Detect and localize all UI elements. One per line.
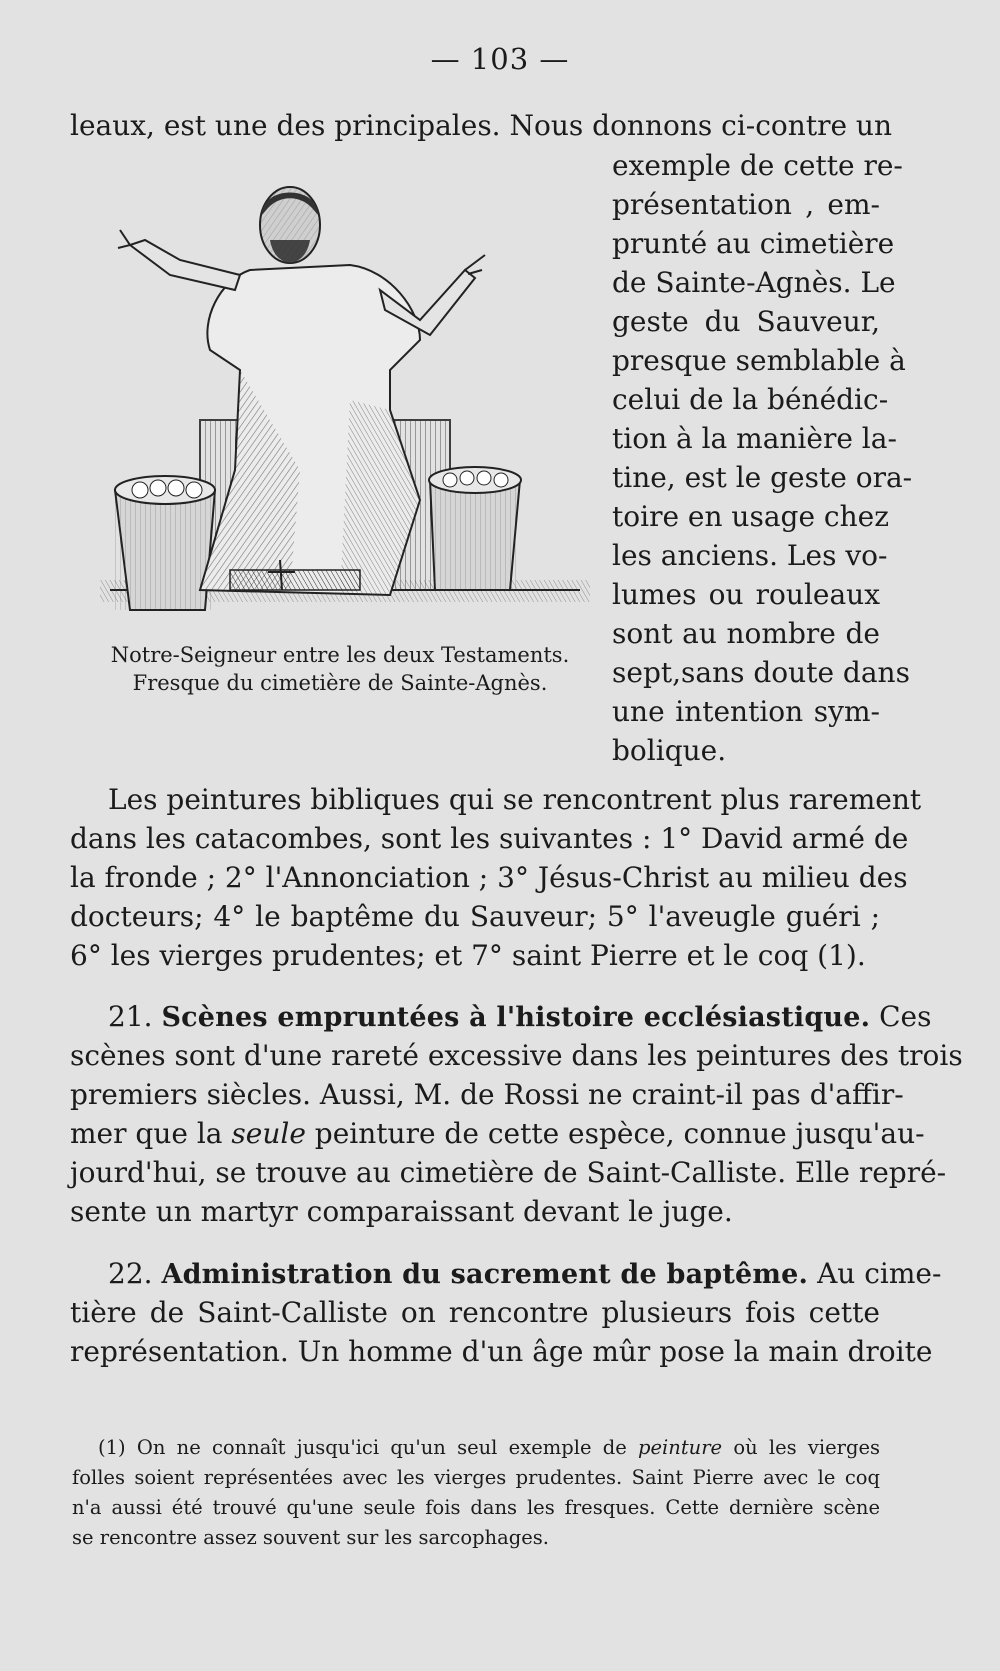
section-number: 21. [108,1000,153,1033]
figure-caption-title: Notre-Seigneur entre les deux Testaments. [110,643,570,667]
footnote-line: se rencontre assez souvent sur les sarcophages. [72,1526,549,1549]
footnote-line [98,1433,880,1463]
body-line: scènes sont d'une rareté excessive dans les peintures des trois [70,1039,963,1072]
body-line: prunté au cimetière [612,227,895,260]
section-heading: Administration du sacrement de baptême. [161,1259,809,1290]
emphasis-text: seule [231,1117,306,1150]
body-text: mer que la [70,1117,223,1150]
body-line: docteurs; 4° le baptême du Sauveur; 5° l'aveugle guéri ; [70,900,880,933]
footnote-text: (1) On ne connaît jusqu'ici qu'un seul exemple de [98,1436,627,1459]
body-line: sept,sans doute dans [612,656,910,689]
body-line: représentation. Un homme d'un âge mûr pose la main droite [70,1335,933,1368]
emphasis-text: peinture [638,1436,723,1459]
body-line [70,1116,925,1152]
footnote-text: où les vierges [733,1436,881,1459]
body-line: dans les catacombes, sont les suivantes : 1° David armé de [70,822,909,855]
body-line: exemple de cette re- [612,149,903,182]
body-text: peinture de cette espèce, connue jusqu'au- [314,1117,925,1150]
section-heading-line [108,999,932,1036]
section-heading: Scènes empruntées à l'histoire ecclésiastique. [161,1002,871,1033]
body-line: les anciens. Les vo- [612,539,888,572]
body-line: bolique. [612,734,727,767]
body-line: premiers siècles. Aussi, M. de Rossi ne craint-il pas d'affir- [70,1078,904,1111]
body-line: geste du Sauveur, [612,305,880,338]
body-line: celui de la bénédic- [612,383,889,416]
body-line: presque semblable à [612,344,906,377]
section-number: 22. [108,1257,153,1290]
section-heading-line [108,1256,942,1293]
body-line: toire en usage chez [612,500,889,533]
body-line: sont au nombre de [612,617,880,650]
body-line: tion à la manière la- [612,422,897,455]
body-line: tière de Saint-Calliste on rencontre plusieurs fois cette [70,1296,880,1329]
body-line: leaux, est une des principales. Nous donnons ci-contre un [70,109,892,142]
body-line: une intention sym- [612,695,880,728]
body-line: Les peintures bibliques qui se rencontrent plus rarement [108,783,922,816]
body-line: 6° les vierges prudentes; et 7° saint Pierre et le coq (1). [70,939,866,972]
body-text: Ces [879,1000,932,1033]
body-line: lumes ou rouleaux [612,578,880,611]
scroll-basket-right [429,467,521,590]
body-line: de Sainte-Agnès. Le [612,266,896,299]
page-number: — 103 — [430,42,570,76]
body-line: jourd'hui, se trouve au cimetière de Saint-Calliste. Elle repré- [70,1156,947,1189]
body-line: tine, est le geste ora- [612,461,913,494]
body-line: sente un martyr comparaissant devant le juge. [70,1195,733,1228]
footnote-line: n'a aussi été trouvé qu'une seule fois dans les fresques. Cette dernière scène [72,1496,880,1519]
footnote-line: folles soient représentées avec les vierges prudentes. Saint Pierre avec le coq [72,1466,880,1489]
engraving-illustration [90,170,600,650]
body-line: présentation , em- [612,188,880,221]
body-line: la fronde ; 2° l'Annonciation ; 3° Jésus-Christ au milieu des [70,861,908,894]
figure-caption-source: Fresque du cimetière de Sainte-Agnès. [132,671,548,695]
body-text: Au cime- [817,1257,942,1290]
